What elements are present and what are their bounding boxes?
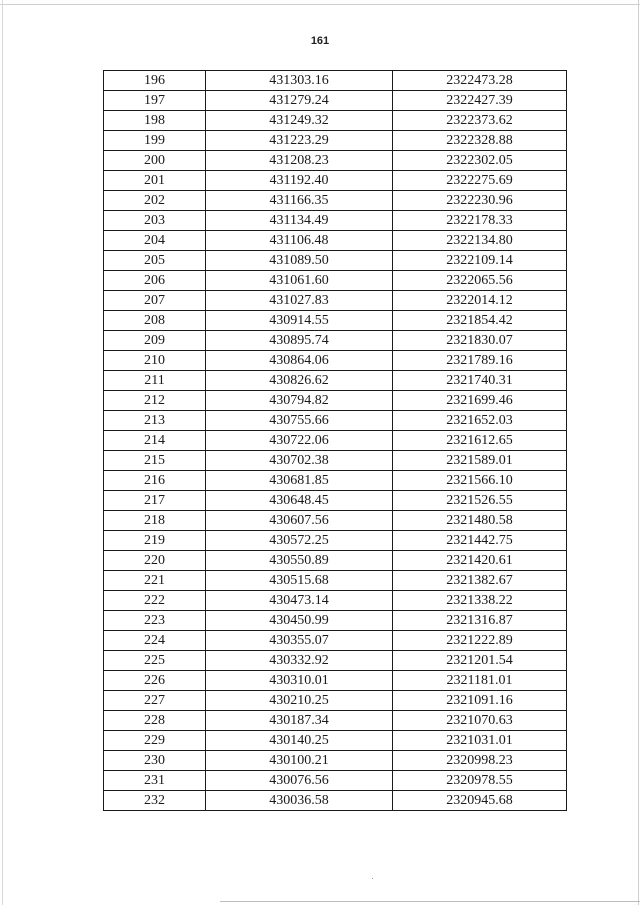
- table-row: [104, 591, 567, 611]
- x-coordinate-cell: 431303.16: [206, 71, 393, 91]
- point-number-cell: 202: [104, 191, 206, 211]
- x-coordinate-cell: 430355.07: [206, 631, 393, 651]
- point-number-cell: 231: [104, 771, 206, 791]
- point-number-cell: 208: [104, 311, 206, 331]
- y-coordinate-cell: 2322427.39: [393, 91, 567, 111]
- y-coordinate-cell: 2320998.23: [393, 751, 567, 771]
- x-coordinate-cell: 430515.68: [206, 571, 393, 591]
- table-row: [104, 771, 567, 791]
- y-coordinate-cell: 2321699.46: [393, 391, 567, 411]
- table-row: [104, 611, 567, 631]
- y-coordinate-cell: 2322473.28: [393, 71, 567, 91]
- scan-left-edge: [2, 0, 3, 905]
- point-number-cell: 205: [104, 251, 206, 271]
- y-coordinate-cell: 2322373.62: [393, 111, 567, 131]
- y-coordinate-cell: 2321442.75: [393, 531, 567, 551]
- x-coordinate-cell: 430187.34: [206, 711, 393, 731]
- y-coordinate-cell: 2320978.55: [393, 771, 567, 791]
- point-number-cell: 218: [104, 511, 206, 531]
- scan-speck: [372, 878, 373, 879]
- y-coordinate-cell: 2321612.65: [393, 431, 567, 451]
- table-row: [104, 631, 567, 651]
- table-row: [104, 511, 567, 531]
- table-row: [104, 571, 567, 591]
- x-coordinate-cell: 431106.48: [206, 231, 393, 251]
- table-row: [104, 331, 567, 351]
- x-coordinate-cell: 430100.21: [206, 751, 393, 771]
- point-number-cell: 203: [104, 211, 206, 231]
- x-coordinate-cell: 430450.99: [206, 611, 393, 631]
- y-coordinate-cell: 2321566.10: [393, 471, 567, 491]
- x-coordinate-cell: 430681.85: [206, 471, 393, 491]
- point-number-cell: 210: [104, 351, 206, 371]
- x-coordinate-cell: 431223.29: [206, 131, 393, 151]
- y-coordinate-cell: 2321201.54: [393, 651, 567, 671]
- table-row: [104, 91, 567, 111]
- table-row: [104, 711, 567, 731]
- x-coordinate-cell: 431027.83: [206, 291, 393, 311]
- y-coordinate-cell: 2322302.05: [393, 151, 567, 171]
- y-coordinate-cell: 2320945.68: [393, 791, 567, 811]
- y-coordinate-cell: 2321222.89: [393, 631, 567, 651]
- point-number-cell: 215: [104, 451, 206, 471]
- point-number-cell: 197: [104, 91, 206, 111]
- y-coordinate-cell: 2321526.55: [393, 491, 567, 511]
- x-coordinate-cell: 430210.25: [206, 691, 393, 711]
- y-coordinate-cell: 2321652.03: [393, 411, 567, 431]
- y-coordinate-cell: 2322134.80: [393, 231, 567, 251]
- y-coordinate-cell: 2322014.12: [393, 291, 567, 311]
- point-number-cell: 196: [104, 71, 206, 91]
- point-number-cell: 226: [104, 671, 206, 691]
- point-number-cell: 222: [104, 591, 206, 611]
- y-coordinate-cell: 2321740.31: [393, 371, 567, 391]
- x-coordinate-cell: 430722.06: [206, 431, 393, 451]
- y-coordinate-cell: 2321316.87: [393, 611, 567, 631]
- y-coordinate-cell: 2321854.42: [393, 311, 567, 331]
- y-coordinate-cell: 2321091.16: [393, 691, 567, 711]
- y-coordinate-cell: 2321480.58: [393, 511, 567, 531]
- point-number-cell: 212: [104, 391, 206, 411]
- x-coordinate-cell: 430076.56: [206, 771, 393, 791]
- point-number-cell: 214: [104, 431, 206, 451]
- y-coordinate-cell: 2322275.69: [393, 171, 567, 191]
- table-row: [104, 751, 567, 771]
- x-coordinate-cell: 430550.89: [206, 551, 393, 571]
- point-number-cell: 223: [104, 611, 206, 631]
- table-row: [104, 71, 567, 91]
- x-coordinate-cell: 430914.55: [206, 311, 393, 331]
- x-coordinate-cell: 430794.82: [206, 391, 393, 411]
- coordinates-table-body: [104, 71, 567, 811]
- table-row: [104, 431, 567, 451]
- table-row: [104, 271, 567, 291]
- y-coordinate-cell: 2322230.96: [393, 191, 567, 211]
- y-coordinate-cell: 2321181.01: [393, 671, 567, 691]
- table-row: [104, 311, 567, 331]
- y-coordinate-cell: 2322328.88: [393, 131, 567, 151]
- x-coordinate-cell: 430036.58: [206, 791, 393, 811]
- x-coordinate-cell: 430572.25: [206, 531, 393, 551]
- y-coordinate-cell: 2322109.14: [393, 251, 567, 271]
- x-coordinate-cell: 431134.49: [206, 211, 393, 231]
- page-number: 161: [310, 35, 330, 47]
- point-number-cell: 198: [104, 111, 206, 131]
- y-coordinate-cell: 2321031.01: [393, 731, 567, 751]
- point-number-cell: 229: [104, 731, 206, 751]
- y-coordinate-cell: 2321420.61: [393, 551, 567, 571]
- point-number-cell: 216: [104, 471, 206, 491]
- y-coordinate-cell: 2321070.63: [393, 711, 567, 731]
- table-row: [104, 351, 567, 371]
- point-number-cell: 230: [104, 751, 206, 771]
- scan-bottom-edge: [220, 901, 640, 902]
- table-row: [104, 731, 567, 751]
- y-coordinate-cell: 2321789.16: [393, 351, 567, 371]
- table-row: [104, 411, 567, 431]
- table-row: [104, 671, 567, 691]
- x-coordinate-cell: 430332.92: [206, 651, 393, 671]
- x-coordinate-cell: 431061.60: [206, 271, 393, 291]
- x-coordinate-cell: 430826.62: [206, 371, 393, 391]
- point-number-cell: 211: [104, 371, 206, 391]
- y-coordinate-cell: 2322178.33: [393, 211, 567, 231]
- table-row: [104, 791, 567, 811]
- x-coordinate-cell: 431192.40: [206, 171, 393, 191]
- y-coordinate-cell: 2321338.22: [393, 591, 567, 611]
- x-coordinate-cell: 430895.74: [206, 331, 393, 351]
- point-number-cell: 213: [104, 411, 206, 431]
- point-number-cell: 224: [104, 631, 206, 651]
- point-number-cell: 228: [104, 711, 206, 731]
- point-number-cell: 225: [104, 651, 206, 671]
- table-row: [104, 691, 567, 711]
- table-row: [104, 211, 567, 231]
- point-number-cell: 201: [104, 171, 206, 191]
- table-row: [104, 131, 567, 151]
- table-row: [104, 111, 567, 131]
- point-number-cell: 209: [104, 331, 206, 351]
- table-row: [104, 451, 567, 471]
- table-row: [104, 651, 567, 671]
- point-number-cell: 219: [104, 531, 206, 551]
- x-coordinate-cell: 431279.24: [206, 91, 393, 111]
- point-number-cell: 232: [104, 791, 206, 811]
- y-coordinate-cell: 2321382.67: [393, 571, 567, 591]
- x-coordinate-cell: 431089.50: [206, 251, 393, 271]
- table-row: [104, 251, 567, 271]
- table-row: [104, 531, 567, 551]
- table-row: [104, 551, 567, 571]
- x-coordinate-cell: 430755.66: [206, 411, 393, 431]
- table-row: [104, 171, 567, 191]
- table-row: [104, 231, 567, 251]
- table-row: [104, 291, 567, 311]
- point-number-cell: 227: [104, 691, 206, 711]
- table-row: [104, 191, 567, 211]
- scan-top-edge: [0, 4, 640, 5]
- y-coordinate-cell: 2321830.07: [393, 331, 567, 351]
- point-number-cell: 221: [104, 571, 206, 591]
- x-coordinate-cell: 431208.23: [206, 151, 393, 171]
- point-number-cell: 220: [104, 551, 206, 571]
- x-coordinate-cell: 431249.32: [206, 111, 393, 131]
- x-coordinate-cell: 430473.14: [206, 591, 393, 611]
- coordinates-table: [103, 70, 567, 811]
- x-coordinate-cell: 431166.35: [206, 191, 393, 211]
- x-coordinate-cell: 430648.45: [206, 491, 393, 511]
- point-number-cell: 199: [104, 131, 206, 151]
- x-coordinate-cell: 430310.01: [206, 671, 393, 691]
- point-number-cell: 206: [104, 271, 206, 291]
- y-coordinate-cell: 2322065.56: [393, 271, 567, 291]
- table-row: [104, 391, 567, 411]
- y-coordinate-cell: 2321589.01: [393, 451, 567, 471]
- point-number-cell: 200: [104, 151, 206, 171]
- point-number-cell: 204: [104, 231, 206, 251]
- table-row: [104, 471, 567, 491]
- point-number-cell: 207: [104, 291, 206, 311]
- table-row: [104, 491, 567, 511]
- x-coordinate-cell: 430607.56: [206, 511, 393, 531]
- x-coordinate-cell: 430864.06: [206, 351, 393, 371]
- x-coordinate-cell: 430702.38: [206, 451, 393, 471]
- scan-right-edge: [638, 0, 639, 905]
- x-coordinate-cell: 430140.25: [206, 731, 393, 751]
- point-number-cell: 217: [104, 491, 206, 511]
- table-row: [104, 151, 567, 171]
- table-row: [104, 371, 567, 391]
